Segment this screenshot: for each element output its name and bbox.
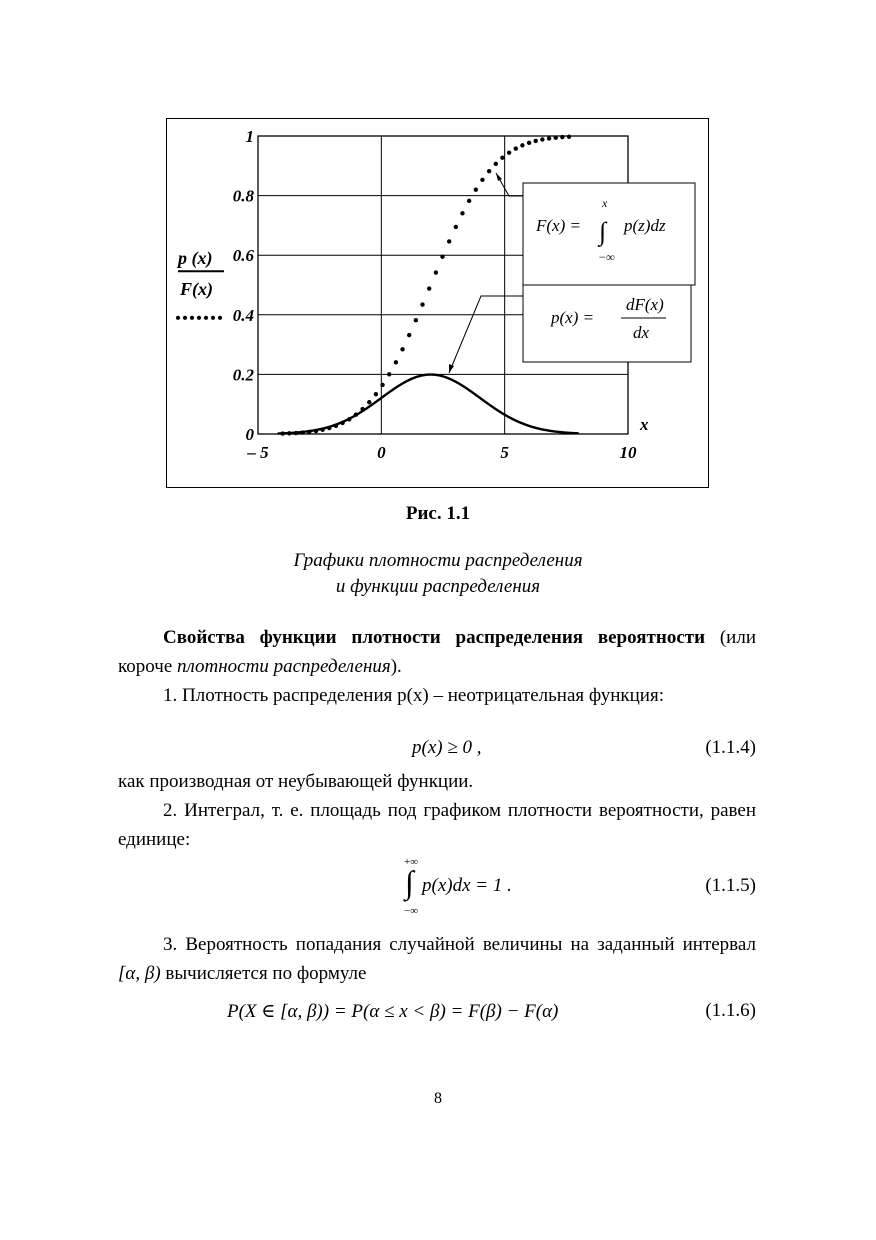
cdf-point [407, 333, 411, 337]
cdf-point [467, 199, 471, 203]
cdf-point [327, 426, 331, 430]
cdf-point [454, 225, 458, 229]
y-tick-label: 1 [245, 127, 254, 146]
cdf-point [474, 187, 478, 191]
y-tick-label: 0.4 [232, 305, 254, 325]
paragraph-properties [118, 623, 756, 681]
cdf-point [567, 135, 571, 139]
cdf-point [554, 135, 558, 139]
cdf-point [287, 431, 291, 435]
pdf-formula-lhs: p(x) = [551, 308, 595, 327]
x-tick-label: 0 [377, 443, 386, 462]
integral-sign: ∫ [405, 864, 414, 900]
x-tick-label: 10 [619, 443, 637, 462]
cdf-point [427, 286, 431, 290]
cdf-legend-dot [190, 316, 194, 320]
cdf-point [347, 417, 351, 421]
cdf-point [340, 421, 344, 425]
integral-body: p(x)dx = 1 . [422, 875, 512, 896]
cdf-point [367, 400, 371, 404]
cdf-point [447, 239, 451, 243]
cdf-point [380, 383, 384, 387]
cdf-legend-dot [176, 316, 180, 320]
cdf-formula-integrand: p(z)dz [624, 216, 666, 235]
cdf-point [354, 412, 358, 416]
cdf-point [460, 211, 464, 215]
cdf-legend-dot [211, 316, 215, 320]
equation-1-1-6: P(X ∈ [α, β)) = P(α ≤ x < β) = F(β) − F(α) [227, 1001, 559, 1022]
property-3-tail: вычисляется по формуле [160, 963, 367, 984]
cdf-point [527, 141, 531, 145]
cdf-point [387, 372, 391, 376]
cdf-point [507, 150, 511, 154]
cdf-formula-upper: x [602, 196, 608, 210]
cdf-formula-lower: −∞ [598, 250, 615, 264]
cdf-legend-dot [197, 316, 201, 320]
pdf-formula-numerator: dF(x) [626, 295, 664, 314]
cdf-point [360, 407, 364, 411]
x-tick-label: 5 [500, 443, 509, 462]
equation-1-1-4: p(x) ≥ 0 , [412, 737, 482, 758]
cdf-point [420, 302, 424, 306]
paren-close: ). [390, 656, 402, 677]
figure-title-line2: и функции распределения [335, 576, 541, 597]
cdf-point [314, 429, 318, 433]
italic-term: плотности распределения [177, 656, 391, 677]
cdf-point [440, 255, 444, 259]
cdf-point [487, 169, 491, 173]
cdf-point [300, 430, 304, 434]
cdf-point [514, 146, 518, 150]
cdf-point [334, 424, 338, 428]
cdf-legend-dot [183, 316, 187, 320]
cdf-point [500, 156, 504, 160]
cdf-point [280, 431, 284, 435]
figure [166, 118, 709, 488]
equation-number-1-1-4: (1.1.4) [705, 737, 756, 758]
page-number: 8 [434, 1090, 442, 1107]
y-tick-label: 0 [245, 425, 254, 444]
cdf-formula-lhs: F(x) = [536, 216, 581, 235]
equation-number-1-1-5: (1.1.5) [705, 875, 756, 896]
y-tick-label: 0.6 [232, 246, 254, 266]
cdf-point [547, 136, 551, 140]
interval: [α, β) [118, 963, 161, 984]
pdf-formula-denominator: dx [633, 323, 650, 342]
cdf-point [534, 139, 538, 143]
figure-label: Рис. 1.1 [405, 503, 471, 524]
property-3-text: 3. Вероятность попадания случайной величины на заданный интервал [163, 934, 756, 955]
cdf-legend-dot [204, 316, 208, 320]
y-axis-label-pdf: p (x) [178, 248, 213, 269]
cdf-point [320, 428, 324, 432]
cdf-point [414, 318, 418, 322]
properties-heading: Свойства функции плотности распределения вероятности [163, 627, 706, 648]
x-tick-label: – 5 [247, 443, 269, 462]
paren-text: (или короче [118, 627, 756, 677]
figure-title-line1: Графики плотности распределения [293, 550, 583, 571]
y-axis-label-cdf: F(x) [180, 279, 213, 300]
pdf-formula-box [523, 285, 691, 362]
cdf-point [307, 430, 311, 434]
paragraph-property-2: 2. Интеграл, т. е. площадь под графиком плотности вероятности, равен единице: [118, 800, 756, 850]
paragraph-property-1: 1. Плотность распределения p(x) – неотрицательная функция: [163, 685, 664, 706]
integral-lower-limit: −∞ [404, 905, 419, 917]
cdf-point [540, 137, 544, 141]
cdf-point [434, 270, 438, 274]
y-tick-label: 0.2 [232, 365, 254, 385]
cdf-point [294, 431, 298, 435]
y-tick-label: 0.8 [232, 186, 254, 206]
x-axis-label: x [640, 415, 649, 434]
cdf-legend-dot [218, 316, 222, 320]
integral-upper-limit: +∞ [404, 856, 419, 868]
paragraph-property-3 [118, 930, 756, 988]
paragraph-derivative: как производная от неубывающей функции. [118, 771, 474, 792]
cdf-point [520, 143, 524, 147]
cdf-point [374, 392, 378, 396]
equation-number-1-1-6: (1.1.6) [705, 1000, 756, 1021]
cdf-point [480, 178, 484, 182]
cdf-point [494, 162, 498, 166]
chart-svg [166, 118, 709, 488]
cdf-point [394, 360, 398, 364]
cdf-point [400, 347, 404, 351]
cdf-point [560, 135, 564, 139]
cdf-integral-sign: ∫ [599, 217, 607, 246]
